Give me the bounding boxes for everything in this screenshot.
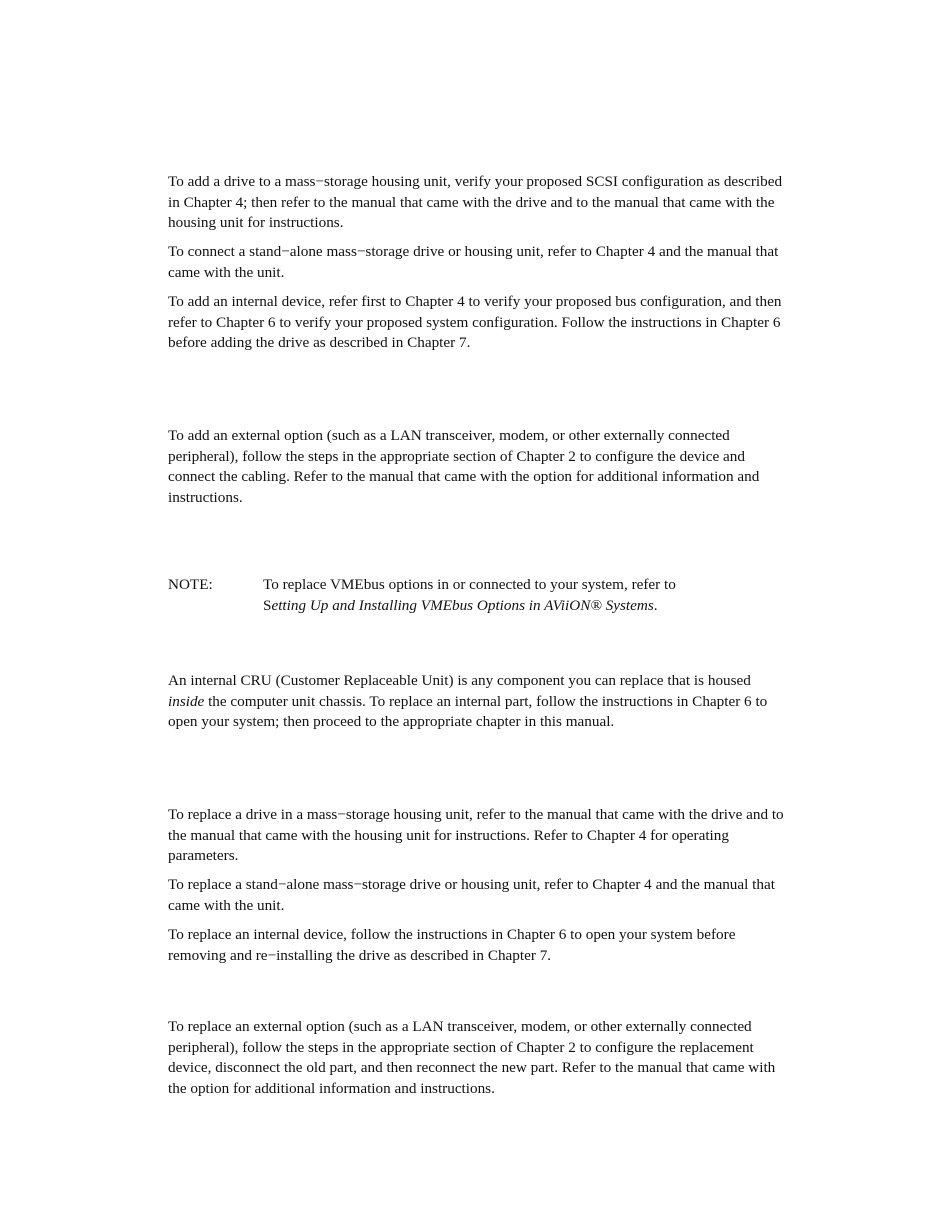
paragraph-add-drive-housing: To add a drive to a mass−storage housing unit, verify your proposed SCSI configuration as described in Chapter 4; then refer to the manual that came with the drive and to the manual that came with the housing unit for instructions. (168, 173, 783, 232)
paragraph-add-external-option: To add an external option (such as a LAN transceiver, modem, or other externally connected peripheral), follow the steps in the appropriate section of Chapter 2 to configure the device and connect the cabling. Refer to the manual that came with the option for additional information and instructions. (168, 427, 760, 506)
paragraph-add-internal-device: To add an internal device, refer first to Chapter 4 to verify your proposed bus configuration, and then refer to Chapter 6 to verify your proposed system configuration. Follow the instructions in Chapter 6 before adding the drive as described in Chapter 7. (168, 293, 782, 352)
paragraph-replace-internal-device: To replace an internal device, follow the instructions in Chapter 6 to open your system before removing and re−installing the drive as described in Chapter 7. (168, 926, 736, 964)
cru-text-1: An internal CRU (Customer Replaceable Unit) is any component you can replace that is housed (168, 672, 751, 689)
paragraph-replace-standalone: To replace a stand−alone mass−storage drive or housing unit, refer to Chapter 4 and the manual that came with the unit. (168, 876, 775, 914)
note-text (263, 575, 783, 616)
note-label: NOTE: (168, 576, 213, 593)
cru-emphasis: inside (168, 692, 205, 710)
cru-text-2: the computer unit chassis. To replace an internal part, follow the instructions in Chapter 6 to open your system; then proceed to the appropriate chapter in this manual. (168, 692, 768, 731)
paragraph-replace-external-option: To replace an external option (such as a LAN transceiver, modem, or other externally connected peripheral), follow the steps in the appropriate section of Chapter 2 to configure the replacement device, disconnect the old part, and then reconnect the new part. Refer to the manual that came with the option for additional information and instructions. (168, 1018, 776, 1097)
note-ref-end: . (653, 596, 658, 614)
paragraph-connect-standalone: To connect a stand−alone mass−storage drive or housing unit, refer to Chapter 4 and the manual that came with the unit. (168, 243, 779, 281)
note-body: To replace VMEbus options in or connected to your system, refer to (263, 576, 676, 593)
note-ref-first: S (263, 596, 272, 614)
paragraph-internal-cru (168, 671, 788, 733)
note-reference-title: etting Up and Installing VMEbus Options in AViiON® Systems (271, 596, 654, 614)
paragraph-replace-drive-housing: To replace a drive in a mass−storage housing unit, refer to the manual that came with the drive and to the manual that came with the housing unit for instructions. Refer to Chapter 4 for operating parameters. (168, 806, 784, 865)
